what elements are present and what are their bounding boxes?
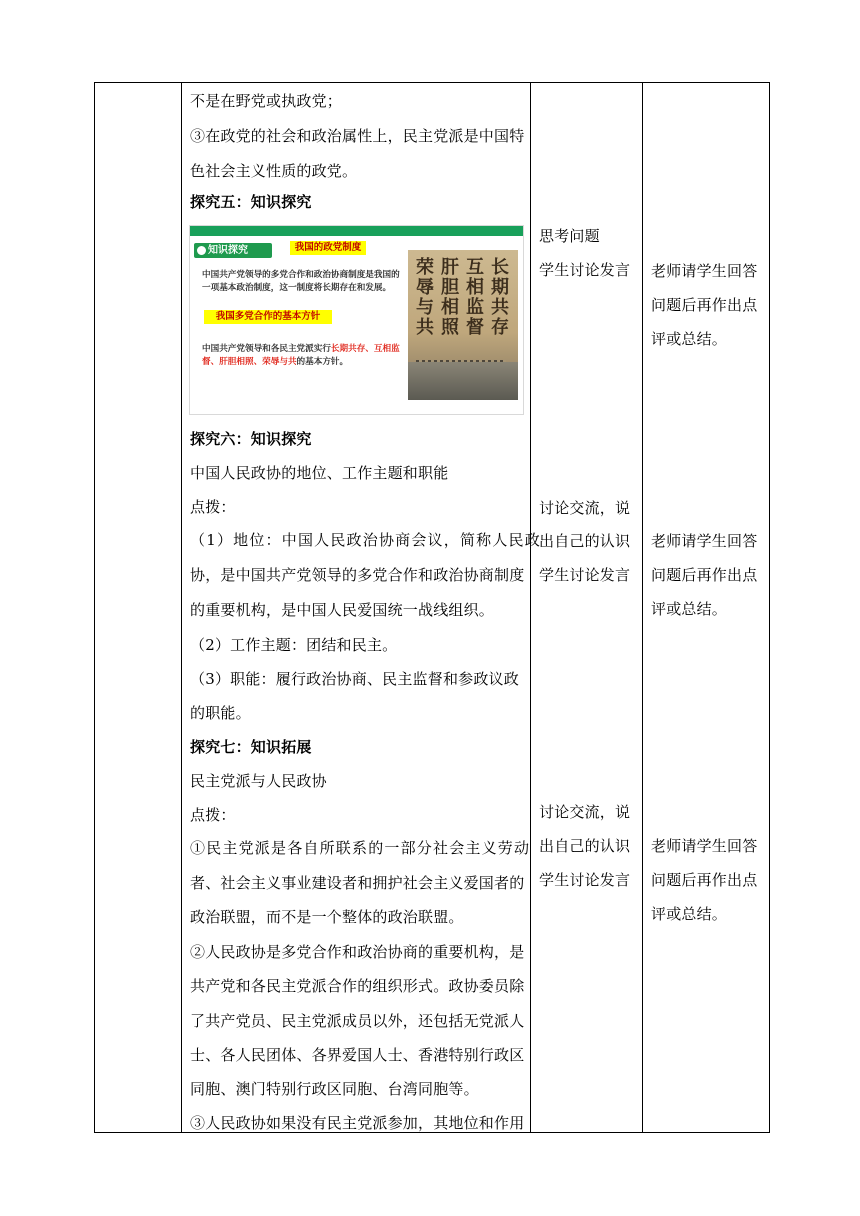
text-line: 民主党派与人民政协 xyxy=(190,772,327,790)
text-line: ③人民政协如果没有民主党派参加，其地位和作用 xyxy=(190,1114,525,1132)
slide-body-1b: 一项基本政治制度，这一制度将长期存在和发展。 xyxy=(202,282,392,292)
teacher-line: 老师请学生回答 xyxy=(651,532,758,550)
teacher-cell xyxy=(643,83,770,1133)
activity-line: 学生讨论发言 xyxy=(539,261,631,279)
slide-body-1a: 中国共产党领导的多党合作和政治协商制度是我国的 xyxy=(202,269,400,279)
text-line: 同胞、澳门特别行政区同胞、台湾同胞等。 xyxy=(190,1080,479,1098)
text-line: 的重要机构，是中国人民爱国统一战线组织。 xyxy=(190,601,495,619)
text-line: （1）地位：中国人民政治协商会议，简称人民政 xyxy=(190,531,541,549)
leaf-icon xyxy=(197,246,206,255)
calligraphy-column: 荣辱与共 xyxy=(416,257,434,338)
teacher-line: 老师请学生回答 xyxy=(651,837,758,855)
text-line: 的职能。 xyxy=(190,704,251,722)
teacher-line: 问题后再作出点 xyxy=(651,296,758,314)
text-line: 点拨： xyxy=(190,498,236,516)
text-line: 协，是中国共产党领导的多党合作和政治协商制度 xyxy=(190,566,525,584)
slide-title-1: 我国的政党制度 xyxy=(290,241,366,255)
calligraphy-column: 互相监督 xyxy=(466,257,484,338)
teacher-line: 问题后再作出点 xyxy=(651,871,758,889)
activity-line: 学生讨论发言 xyxy=(539,871,631,889)
text-line: 共产党和各民主党派合作的组织形式。政协委员除 xyxy=(190,977,525,995)
lesson-table xyxy=(94,82,770,1133)
text-line: 士、各人民团体、各界爱国人士、香港特别行政区 xyxy=(190,1046,525,1064)
text-line: （3）职能：履行政治协商、民主监督和参政议政 xyxy=(190,670,519,688)
activity-line: 思考问题 xyxy=(539,227,600,245)
slide-title-2: 我国多党合作的基本方针 xyxy=(204,310,332,324)
text-line: 色社会主义性质的政党。 xyxy=(190,162,358,180)
knowledge-slide-image xyxy=(189,225,524,415)
text-line: 政治联盟，而不是一个整体的政治联盟。 xyxy=(190,908,464,926)
text-line: （2）工作主题：团结和民主。 xyxy=(190,636,398,654)
text-line: ③在政党的社会和政治属性上，民主党派是中国特 xyxy=(190,127,525,145)
calligraphy-painting xyxy=(408,250,518,400)
text-line: 点拨： xyxy=(190,806,236,824)
section-heading-5: 探究五：知识探究 xyxy=(190,193,312,211)
activity-cell xyxy=(531,83,643,1133)
slide-body-2b: 督、肝胆相照、荣辱与共的基本方针。 xyxy=(202,356,349,366)
text-line: ①民主党派是各自所联系的一部分社会主义劳动 xyxy=(190,839,531,857)
slide-top-bar xyxy=(190,226,523,236)
activity-line: 出自己的认识 xyxy=(539,532,631,550)
text-line: 者、社会主义事业建设者和拥护社会主义爱国者的 xyxy=(190,874,525,892)
teacher-line: 问题后再作出点 xyxy=(651,566,758,584)
activity-line: 学生讨论发言 xyxy=(539,566,631,584)
table-row xyxy=(95,83,770,1133)
empty-cell xyxy=(95,83,182,1133)
teacher-line: 老师请学生回答 xyxy=(651,262,758,280)
activity-line: 出自己的认识 xyxy=(539,837,631,855)
activity-line: 讨论交流，说 xyxy=(539,803,631,821)
teacher-line: 评或总结。 xyxy=(651,905,728,923)
slide-tag: 知识探究 xyxy=(194,243,272,258)
section-heading-7: 探究七：知识拓展 xyxy=(190,738,312,756)
calligraphy-column: 肝胆相照 xyxy=(441,257,459,338)
text-line: 了共产党员、民主党派成员以外，还包括无党派人 xyxy=(190,1012,525,1030)
calligraphy-column: 长期共存 xyxy=(491,257,509,338)
text-line: 不是在野党或执政党； xyxy=(190,92,343,110)
content-cell xyxy=(182,83,541,1133)
text-line: ②人民政协是多党合作和政治协商的重要机构，是 xyxy=(190,943,525,961)
slide-body-2a: 中国共产党领导和各民主党派实行长期共存、互相监 xyxy=(202,343,400,353)
activity-line: 讨论交流，说 xyxy=(539,499,631,517)
text-line: 中国人民政协的地位、工作主题和职能 xyxy=(190,464,449,482)
section-heading-6: 探究六：知识探究 xyxy=(190,430,312,448)
water-area xyxy=(408,362,518,400)
teacher-line: 评或总结。 xyxy=(651,600,728,618)
teacher-line: 评或总结。 xyxy=(651,330,728,348)
